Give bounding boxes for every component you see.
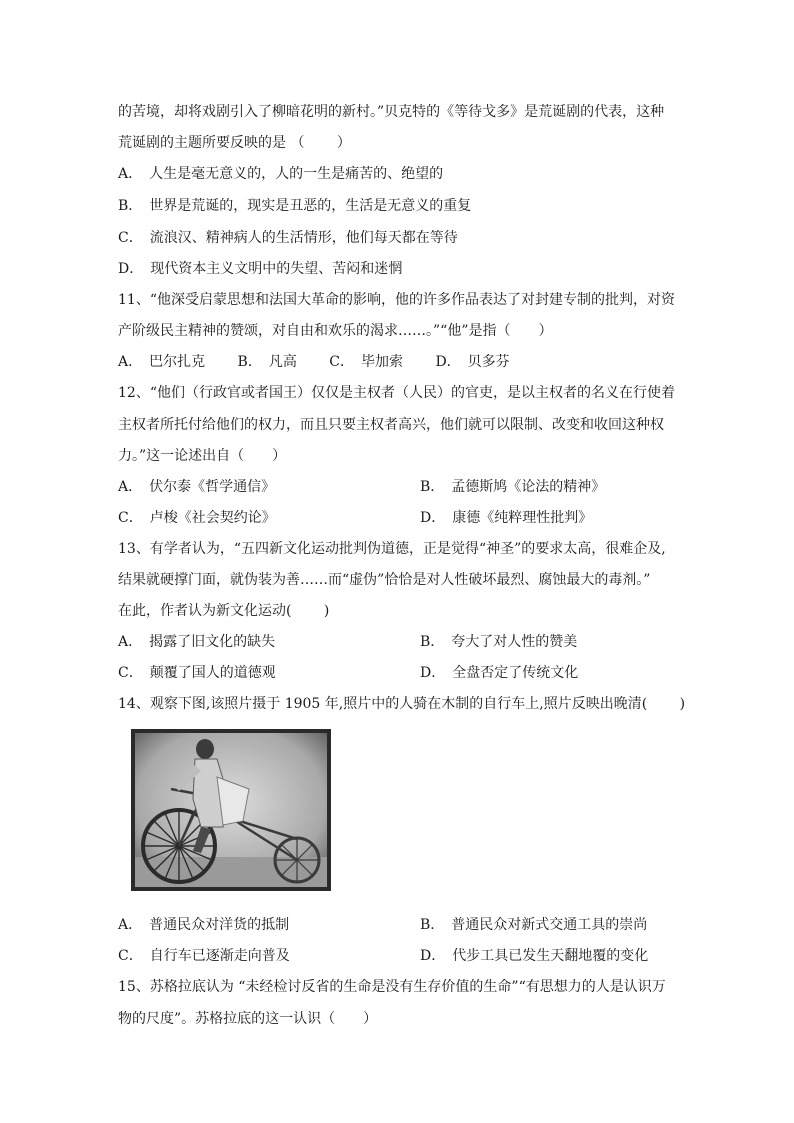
q14-option-d: D． 代步工具已发生天翻地覆的变化 — [420, 948, 649, 964]
q13-text-line-1: 13、有学者认为，“五四新文化运动批判伪道德，正是觉得“神圣”的要求太高，很难企及, — [118, 541, 666, 557]
q12-option-a: A． 伏尔泰《哲学通信》 — [118, 479, 276, 495]
q10-text-line-1: 的苦境，却将戏剧引入了柳暗花明的新村。”贝克特的《等待戈多》是荒诞剧的代表，这种 — [118, 104, 665, 120]
q14-text-line-1: 14、观察下图,该照片摄于 1905 年,照片中的人骑在木制的自行车上,照片反映出晚清( ) — [118, 696, 686, 712]
q12-text-line-1: 12、“他们（行政官或者国王）仅仅是主权者（人民）的官吏，是以主权者的名义在行使着 — [118, 385, 675, 401]
q11-options: A． 巴尔扎克 B． 凡高 C． 毕加索 D． 贝多芬 — [118, 354, 510, 370]
q10-option-c: C． 流浪汉、精神病人的生活情形，他们每天都在等待 — [118, 230, 458, 246]
q12-option-b: B． 孟德斯鸠《论法的精神》 — [420, 479, 606, 495]
q13-option-b: B． 夸大了对人性的赞美 — [420, 634, 578, 650]
q10-option-d: D． 现代资本主义文明中的失望、苦闷和迷惘 — [118, 261, 403, 277]
q14-option-a: A． 普通民众对洋货的抵制 — [118, 917, 290, 933]
q12-text-line-2: 主权者所托付给他们的权力，而且只要主权者高兴，他们就可以限制、改变和收回这种权 — [118, 417, 664, 433]
q13-option-a: A． 揭露了旧文化的缺失 — [118, 634, 276, 650]
q12-option-d: D． 康德《纯粹理性批判》 — [420, 510, 593, 526]
q15-text-line-1: 15、苏格拉底认为 “未经检讨反省的生命是没有生存价值的生命”“有思想力的人是认识万 — [118, 979, 666, 995]
q10-option-b: B． 世界是荒诞的，现实是丑恶的，生活是无意义的重复 — [118, 198, 472, 214]
q11-text-line-1: 11、“他深受启蒙思想和法国大革命的影响，他的许多作品表达了对封建专制的批判，对资 — [118, 292, 675, 308]
bicycle-photo — [131, 729, 331, 891]
q13-option-d: D． 全盘否定了传统文化 — [420, 665, 579, 681]
q10-text-line-2: 荒诞剧的主题所要反映的是 （ ） — [118, 135, 351, 151]
q13-text-line-3: 在此，作者认为新文化运动( ) — [118, 603, 330, 619]
q15-text-line-2: 物的尺度”。苏格拉底的这一认识（ ） — [118, 1011, 378, 1027]
q13-option-c: C． 颠覆了国人的道德观 — [118, 665, 276, 681]
q14-option-c: C． 自行车已逐渐走向普及 — [118, 948, 290, 964]
q10-option-a: A． 人生是毫无意义的，人的一生是痛苦的、绝望的 — [118, 166, 444, 182]
q12-option-c: C． 卢梭《社会契约论》 — [118, 510, 276, 526]
q12-text-line-3: 力。”这一论述出自（ ） — [118, 448, 287, 464]
q14-option-b: B． 普通民众对新式交通工具的崇尚 — [420, 917, 648, 933]
q13-text-line-2: 结果就硬撑门面，就伪装为善……而“虚伪”恰恰是对人性破坏最烈、腐蚀最大的毒剂。” — [118, 572, 651, 588]
q11-text-line-2: 产阶级民主精神的赞颂，对自由和欢乐的渴求……。”“他”是指（ ） — [118, 323, 553, 339]
